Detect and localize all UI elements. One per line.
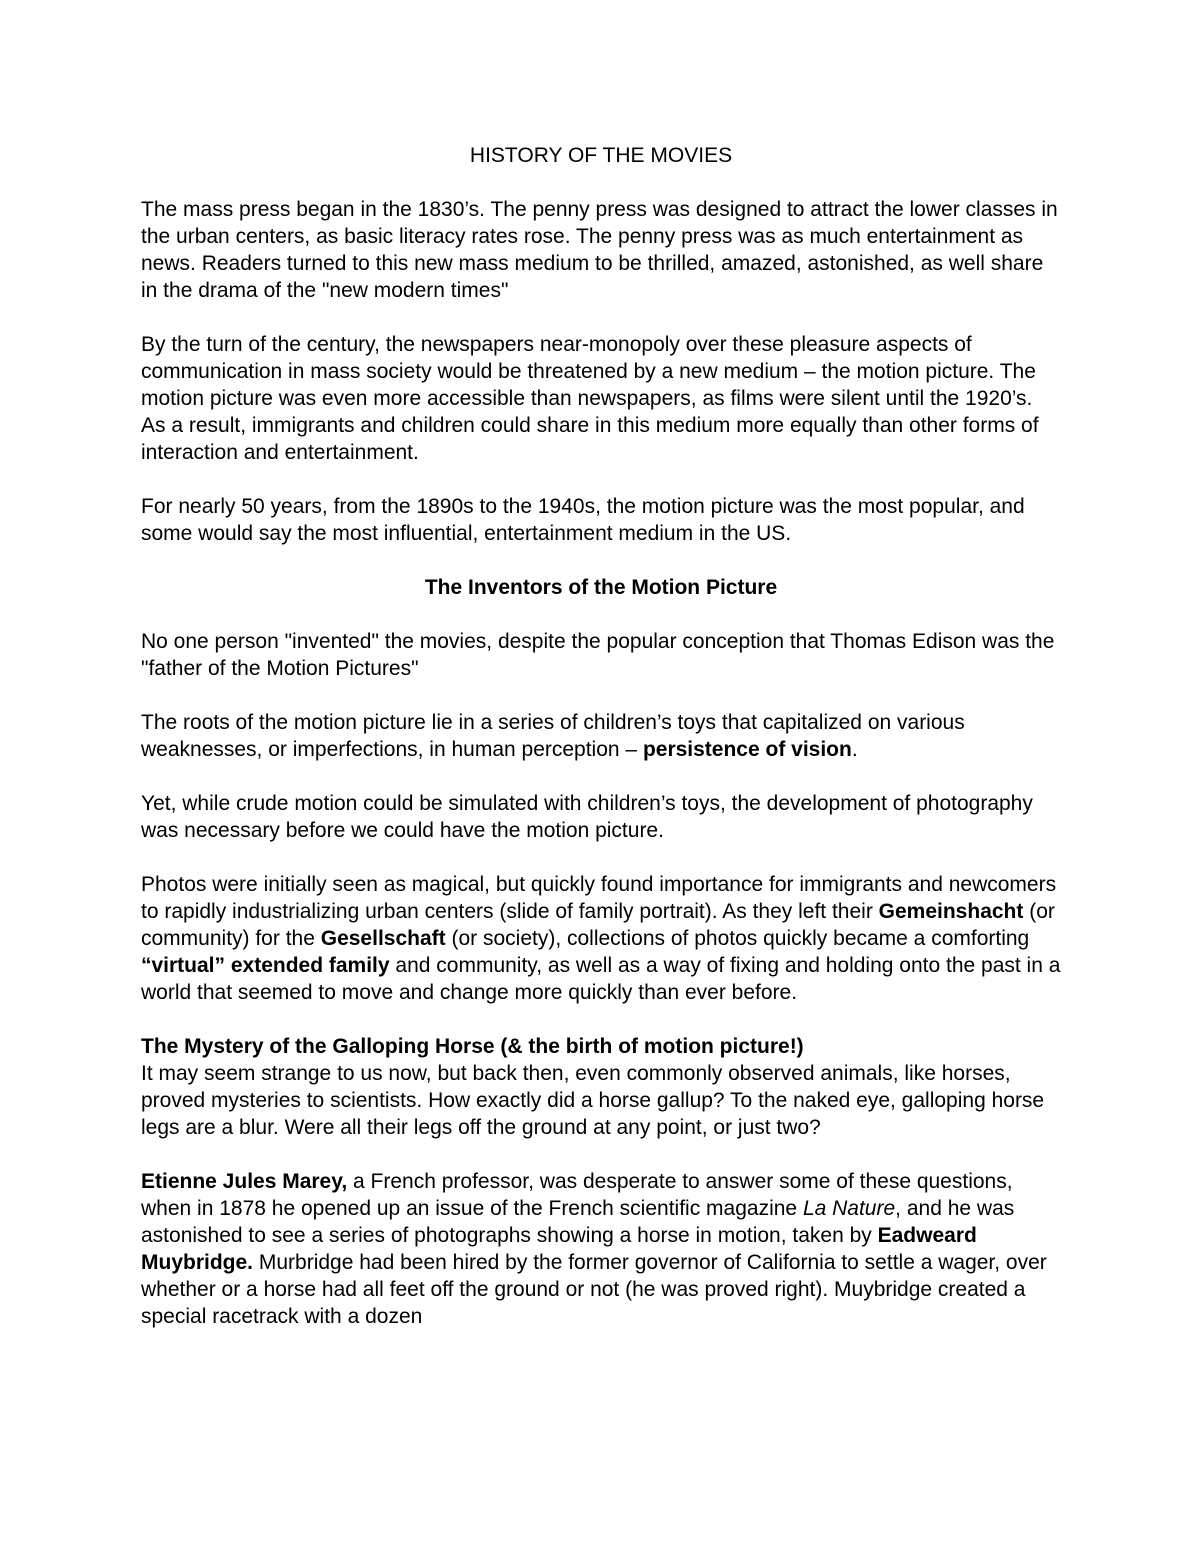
paragraph-fifty-years: For nearly 50 years, from the 1890s to the 1940s, the motion picture was the most popular, and some would say the most influential, entertainment medium in the US. <box>141 495 1025 545</box>
marey-text-1: a French professor, was desperate to answer some of these questions, when in 1878 he opened up an issue of the French scientific magazine <box>141 1170 1013 1220</box>
term-virtual-family: “virtual” extended family <box>141 954 390 977</box>
roots-text: The roots of the motion picture lie in a series of children’s toys that capitalized on various weaknesses, or imperfections, in human perception – <box>141 711 965 761</box>
roots-end: . <box>851 738 858 761</box>
name-muybridge: Eadweard Muybridge. <box>141 1224 977 1274</box>
heading-inventors: The Inventors of the Motion Picture <box>424 576 778 599</box>
paragraph-mass-press: The mass press began in the 1830’s. The penny press was designed to attract the lower classes in the urban centers, as basic literacy rates rose. The penny press was as much entertainment as news. Readers turned to this new mass medium to be thrilled, amazed, astonished, as well share in the drama of the "new modern times" <box>141 198 1058 302</box>
document-title: HISTORY OF THE MOVIES <box>469 144 733 167</box>
heading-galloping-horse: The Mystery of the Galloping Horse (& the birth of motion picture!) <box>141 1035 804 1058</box>
paragraph-roots <box>141 709 1061 763</box>
paragraph-turn-of-century: By the turn of the century, the newspapers near-monopoly over these pleasure aspects of communication in mass society would be threatened by a new medium – the motion picture. The motion picture was even more accessible than newspapers, as films were silent until the 1920’s. As a result, immigrants and children could share in this medium more equally than other forms of interaction and entertainment. <box>141 333 1039 464</box>
paragraph-photos <box>141 871 1061 1006</box>
paragraph-photography: Yet, while crude motion could be simulated with children’s toys, the development of photography was necessary before we could have the motion picture. <box>141 792 1033 842</box>
magazine-la-nature: La Nature <box>802 1197 896 1220</box>
term-gesellschaft: Gesellschaft <box>320 927 446 950</box>
document-page <box>141 142 1061 1357</box>
photos-text-1: Photos were initially seen as magical, but quickly found importance for immigrants and newcomers to rapidly industrializing urban centers (slide of family portrait). As they left their <box>141 873 1057 923</box>
marey-text-3: Murbridge had been hired by the former governor of California to settle a wager, over whether or a horse had all feet off the ground or not (he was proved right). Muybridge created a special racetrack with a dozen <box>141 1251 1047 1328</box>
paragraph-galloping-horse <box>141 1033 1061 1141</box>
photos-text-2: (or community) for the <box>141 900 1055 950</box>
galloping-horse-text: It may seem strange to us now, but back then, even commonly observed animals, like horses, proved mysteries to scientists. How exactly did a horse gallup? To the naked eye, galloping horse legs are a blur. Were all their legs off the ground at any point, or just two? <box>141 1062 1045 1139</box>
paragraph-no-one-invented: No one person "invented" the movies, despite the popular conception that Thomas Edison was the "father of the Motion Pictures" <box>141 630 1055 680</box>
photos-text-3: (or society), collections of photos quickly became a comforting <box>445 927 1030 950</box>
paragraph-marey <box>141 1168 1061 1330</box>
marey-text-2: , and he was astonished to see a series of photographs showing a horse in motion, taken by <box>141 1197 1015 1247</box>
term-gemeinshacht: Gemeinshacht <box>878 900 1024 923</box>
name-marey: Etienne Jules Marey, <box>141 1170 348 1193</box>
photos-text-4: and community, as well as a way of fixing and holding onto the past in a world that seemed to move and change more quickly than ever before. <box>141 954 1061 1004</box>
persistence-of-vision-term: persistence of vision <box>642 738 852 761</box>
